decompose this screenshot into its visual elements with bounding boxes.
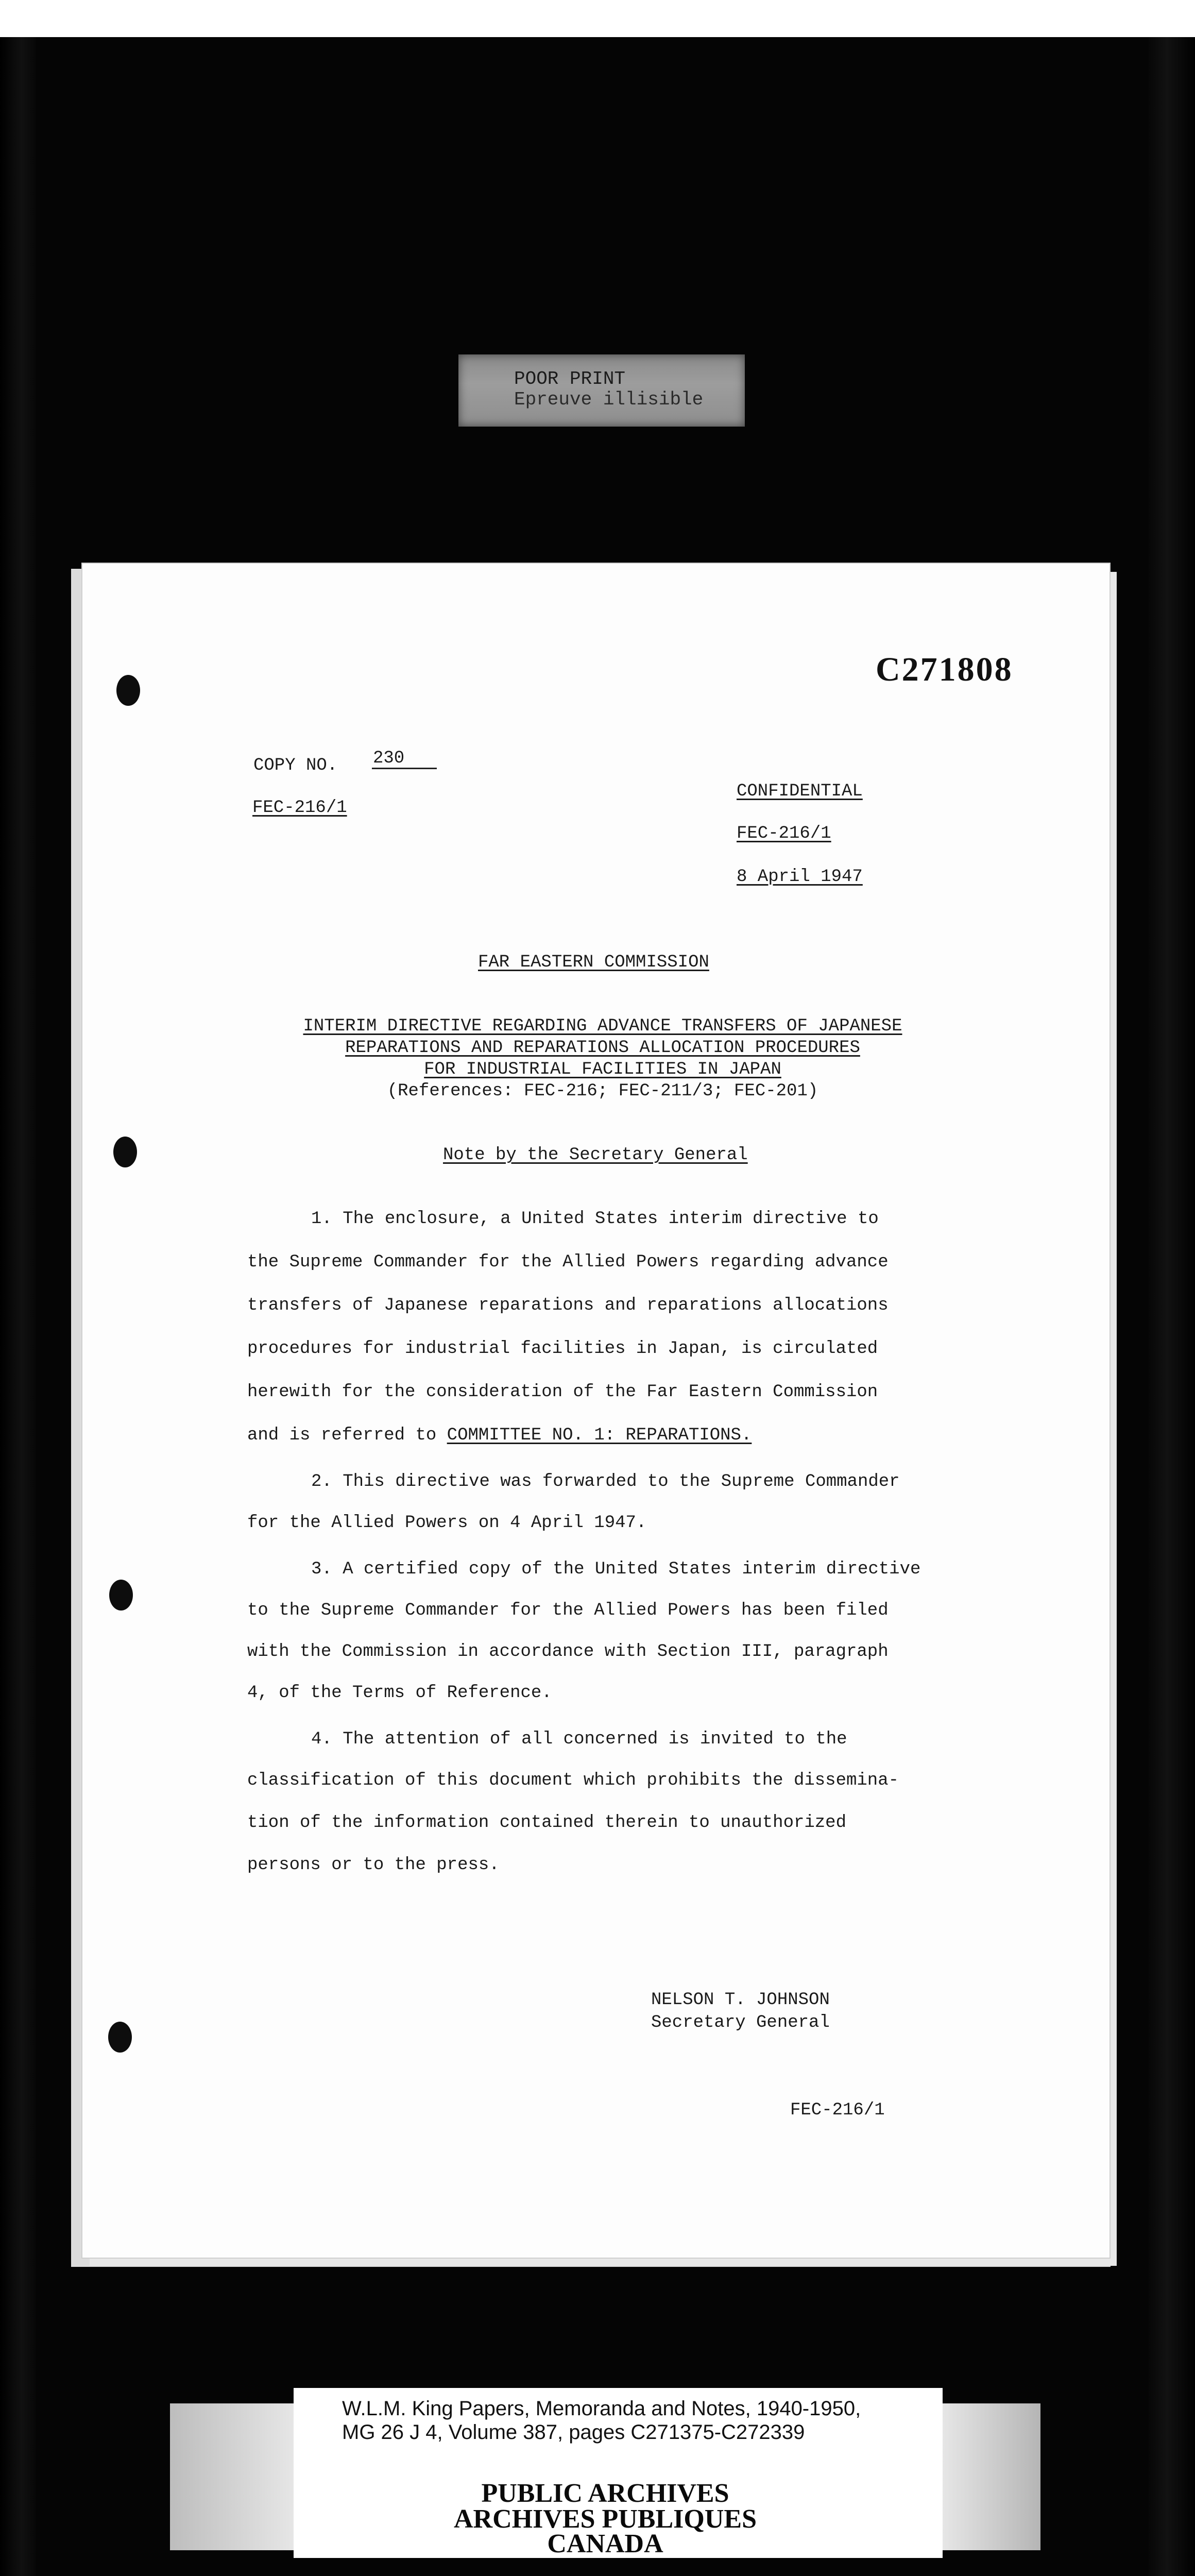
note-heading: Note by the Secretary General: [443, 1145, 748, 1165]
paragraph-2-line-1: 2. This directive was forwarded to the Supreme Commander: [311, 1472, 900, 1492]
paragraph-3-line-3: with the Commission in accordance with Section III, paragraph: [247, 1642, 889, 1662]
paragraph-4-line-1: 4. The attention of all concerned is invited to the: [311, 1730, 847, 1749]
punch-hole: [108, 2022, 132, 2053]
document-stamp-number: C271808: [876, 651, 1013, 688]
punch-hole: [116, 675, 140, 706]
paragraph-1-line-2: the Supreme Commander for the Allied Powers regarding advance: [247, 1252, 889, 1272]
poor-print-label: [458, 354, 745, 427]
title-line-3: FOR INDUSTRIAL FACILITIES IN JAPAN: [424, 1060, 781, 1079]
paragraph-1-line-6-text: and is referred to: [247, 1426, 447, 1445]
document-page: [82, 564, 1109, 2258]
paragraph-3-line-1: 3. A certified copy of the United States interim directive: [311, 1560, 921, 1579]
document-date: 8 April 1947: [737, 867, 863, 887]
paragraph-1-line-5: herewith for the consideration of the Far Eastern Commission: [247, 1382, 878, 1402]
paragraph-4-line-3: tion of the information contained therein to unauthorized: [247, 1813, 846, 1833]
reference-right: FEC-216/1: [737, 824, 831, 843]
signatory-title: Secretary General: [651, 2013, 830, 2032]
footer-reference: FEC-216/1: [790, 2100, 885, 2120]
poor-print-line-1: POOR PRINT: [514, 368, 626, 389]
paragraph-4-line-2: classification of this document which prohibits the dissemina-: [247, 1771, 899, 1790]
paragraph-1-line-1: 1. The enclosure, a United States interim directive to: [311, 1209, 879, 1229]
committee-reference: COMMITTEE NO. 1: REPARATIONS.: [447, 1426, 752, 1445]
poor-print-line-2: Epreuve illisible: [514, 389, 704, 410]
title-line-1: INTERIM DIRECTIVE REGARDING ADVANCE TRANSFERS OF JAPANESE: [303, 1016, 902, 1036]
signatory-name: NELSON T. JOHNSON: [651, 1990, 830, 2010]
paragraph-1-line-3: transfers of Japanese reparations and reparations allocations: [247, 1296, 889, 1315]
film-edge-right: [1149, 37, 1195, 2576]
copy-no-value: 230: [373, 749, 405, 768]
punch-hole: [113, 1137, 137, 1167]
film-edge-left: [0, 37, 36, 2576]
paragraph-3-line-4: 4, of the Terms of Reference.: [247, 1683, 552, 1703]
paragraph-1-line-6: [247, 1425, 752, 1446]
reference-left: FEC-216/1: [252, 798, 347, 818]
archive-name-line-1: PUBLIC ARCHIVES: [481, 2479, 729, 2508]
archive-name-line-2: ARCHIVES PUBLIQUES: [453, 2504, 757, 2534]
archive-citation-line-2: MG 26 J 4, Volume 387, pages C271375-C272339: [342, 2421, 805, 2444]
references-line: (References: FEC-216; FEC-211/3; FEC-201): [387, 1081, 818, 1101]
paragraph-4-line-4: persons or to the press.: [247, 1855, 500, 1875]
copy-no-label: COPY NO.: [253, 756, 338, 775]
paragraph-3-line-2: to the Supreme Commander for the Allied Powers has been filed: [247, 1601, 889, 1620]
title-line-2: REPARATIONS AND REPARATIONS ALLOCATION PROCEDURES: [345, 1038, 860, 1058]
classification-label: CONFIDENTIAL: [737, 782, 863, 801]
org-heading: FAR EASTERN COMMISSION: [478, 953, 709, 972]
paragraph-2-line-2: for the Allied Powers on 4 April 1947.: [247, 1513, 647, 1533]
archive-citation-line-1: W.L.M. King Papers, Memoranda and Notes, 1940-1950,: [342, 2397, 861, 2420]
copy-no-underline: [372, 768, 437, 769]
punch-hole: [109, 1580, 133, 1611]
archive-name-line-3: CANADA: [547, 2529, 663, 2558]
paragraph-1-line-4: procedures for industrial facilities in Japan, is circulated: [247, 1339, 878, 1359]
